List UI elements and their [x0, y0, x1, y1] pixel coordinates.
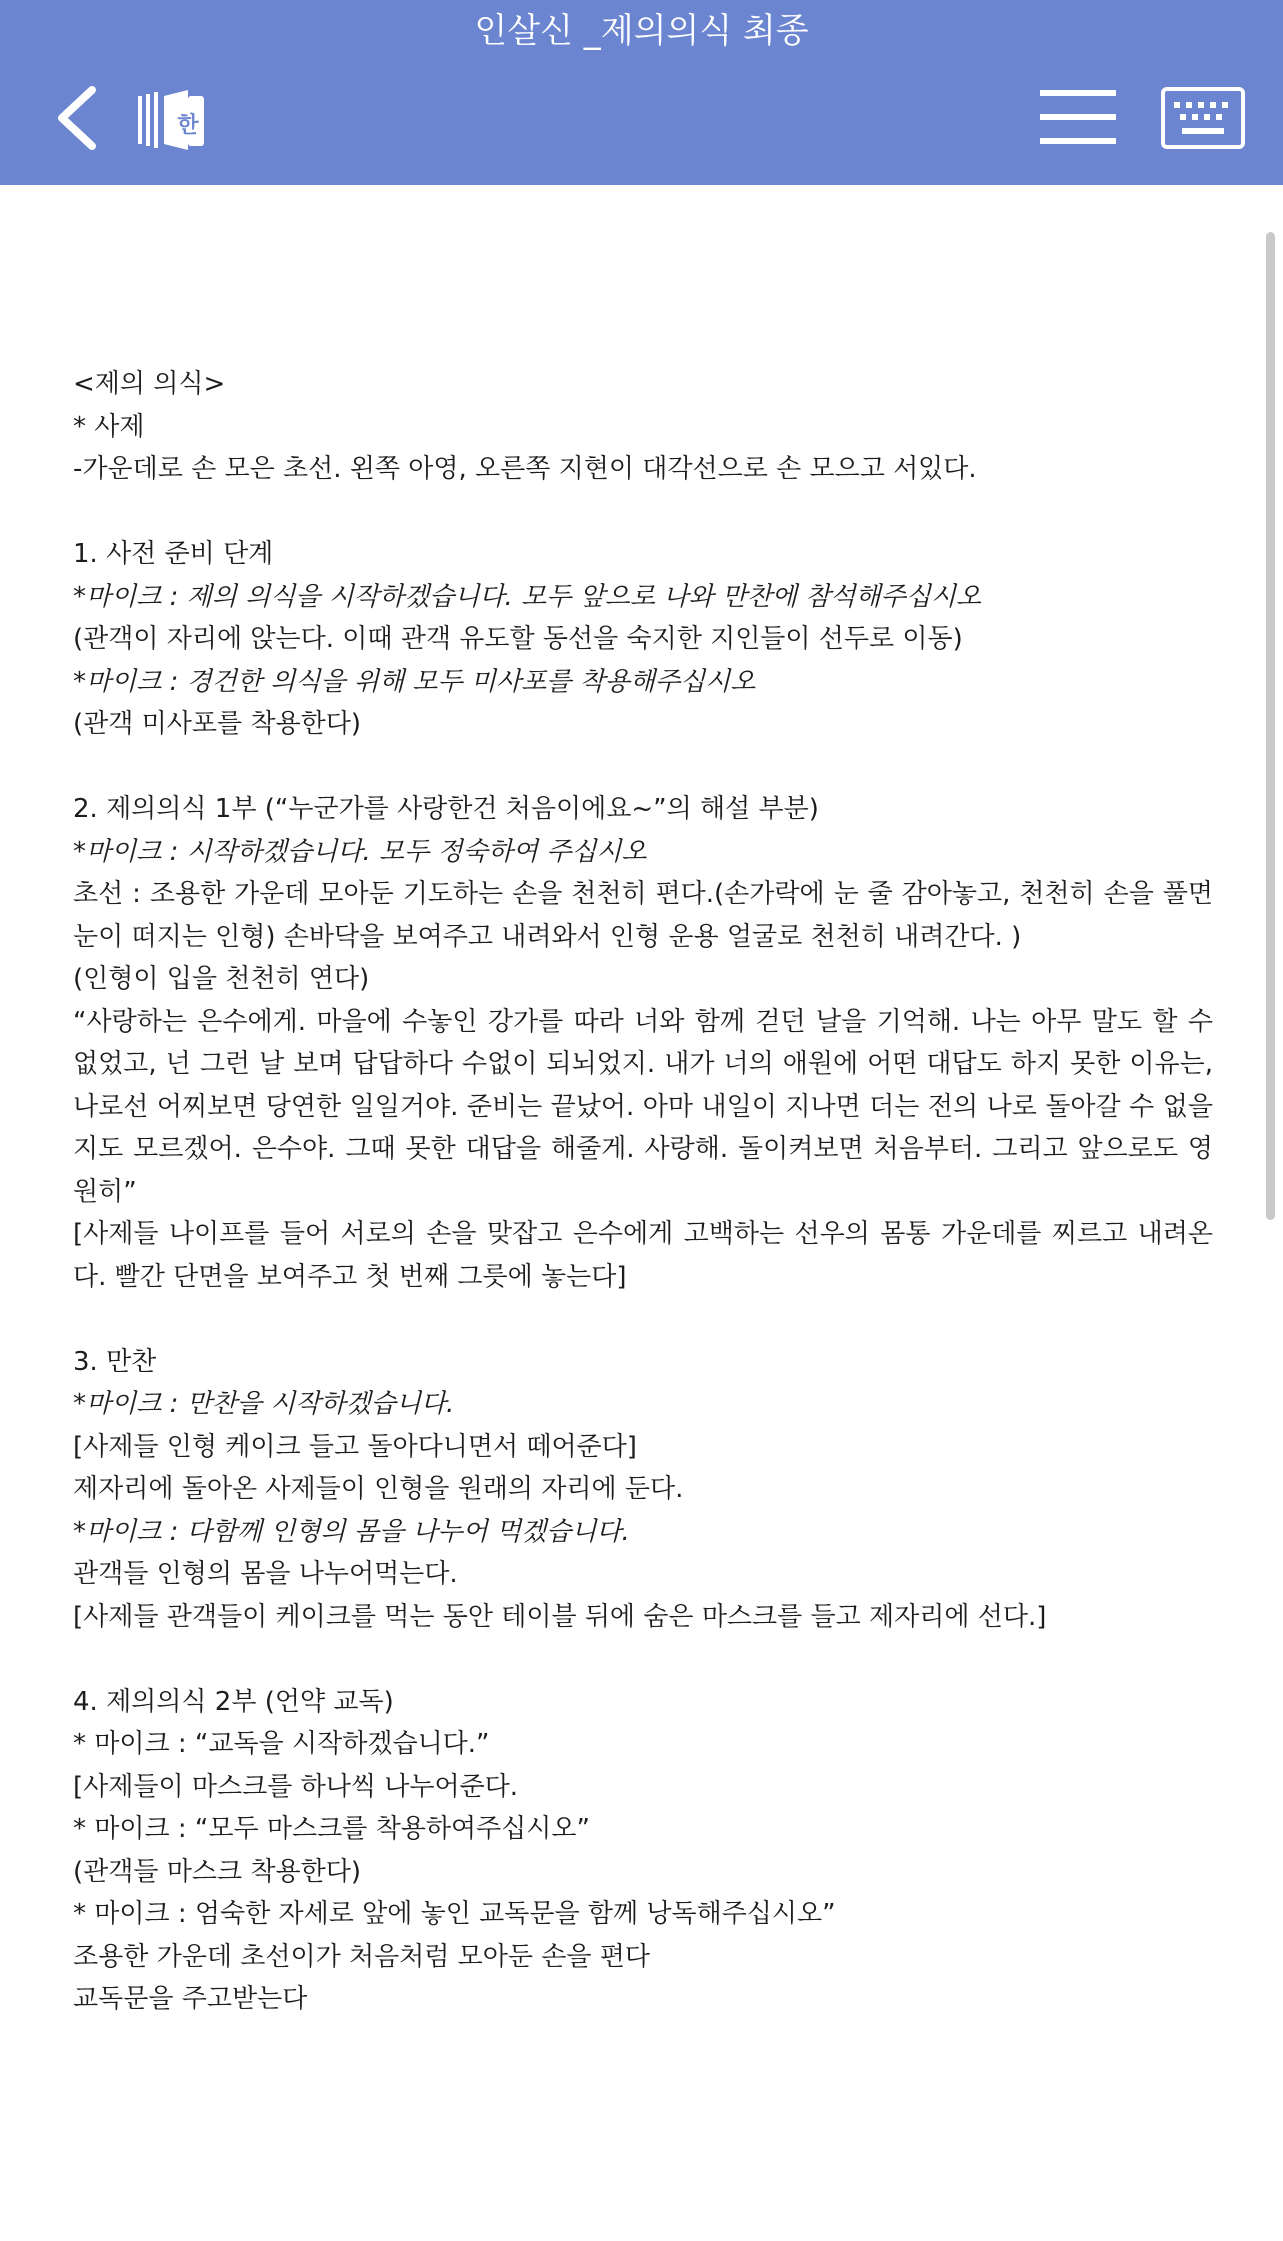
back-button[interactable] [48, 82, 108, 154]
mic-cue-line: *마이크 : 만찬을 시작하겠습니다. [73, 1389, 455, 1419]
text-line: * 마이크 : “모두 마스크를 착용하여주십시오” [73, 1814, 590, 1844]
section-heading: 4. 제의의식 2부 (언약 교독) [73, 1686, 394, 1717]
text-line: (관객 미사포를 착용한다) [73, 709, 361, 739]
text-line: 교독문을 주고받는다 [73, 1984, 308, 2014]
svg-text:한: 한 [177, 113, 199, 138]
document-title: 인살신 _제의의식 최종 [474, 11, 809, 51]
app-header [0, 0, 1283, 185]
blank-line [73, 491, 1213, 534]
blank-line [73, 1638, 1213, 1681]
text-line: * 마이크 : “교독을 시작하겠습니다.” [73, 1729, 490, 1759]
keyboard-button[interactable] [1160, 86, 1246, 150]
text-paragraph: 초선 : 조용한 가운데 모아둔 기도하는 손을 천천히 편다.(손가락에 눈 줄 감아놓고, 천천히 손을 풀면 눈이 떠지는 인형) 손바닥을 보여주고 내려와서 인형 운용 얼굴로 천천히 내려간다. ) [73, 879, 1213, 952]
text-line: -가운데로 손 모은 초선. 왼쪽 아영, 오른쪽 지현이 대각선으로 손 모으고 서있다. [73, 454, 977, 484]
mic-cue-line: *마이크 : 제의 의식을 시작하겠습니다. 모두 앞으로 나와 만찬에 참석해주십시오 [73, 581, 982, 612]
document-body [73, 363, 1213, 2021]
chevron-left-icon [48, 82, 108, 154]
text-line: (관객이 자리에 앉는다. 이때 관객 유도할 동선을 숙지한 지인들이 선두로 이동) [73, 624, 963, 654]
text-paragraph: [사제들 나이프를 들어 서로의 손을 맞잡고 은수에게 고백하는 선우의 몸통 가운데를 찌르고 내려온다. 빨간 단면을 보여주고 첫 번째 그릇에 놓는다] [73, 1219, 1213, 1292]
text-line: [사제들 관객들이 케이크를 먹는 동안 테이블 뒤에 숨은 마스크를 들고 제자리에 선다.] [73, 1601, 1047, 1632]
hamburger-menu-icon [1036, 86, 1120, 148]
vertical-scrollbar[interactable] [1266, 232, 1275, 1220]
document-view-button[interactable] [132, 86, 212, 154]
mic-cue-line: *마이크 : 경건한 의식을 위해 모두 미사포를 착용해주십시오 [73, 666, 756, 697]
text-line: (인형이 입을 천천히 연다) [73, 964, 370, 994]
hangul-document-icon [132, 86, 212, 154]
menu-button[interactable] [1036, 86, 1120, 148]
text-line: 제자리에 돌아온 사제들이 인형을 원래의 자리에 둔다. [73, 1474, 684, 1504]
text-line: 관객들 인형의 몸을 나누어먹는다. [73, 1559, 458, 1589]
section-heading: 1. 사전 준비 단계 [73, 539, 274, 569]
keyboard-icon [1160, 86, 1246, 150]
mic-cue-line: *마이크 : 시작하겠습니다. 모두 정숙하여 주십시오 [73, 836, 647, 867]
text-line: [사제들이 마스크를 하나씩 나누어준다. [73, 1771, 519, 1802]
section-heading: 3. 만찬 [73, 1346, 157, 1377]
text-line: * 사제 [73, 411, 145, 442]
section-heading: 2. 제의의식 1부 (“누군가를 사랑한건 처음이에요~”의 해설 부분) [73, 794, 819, 824]
text-paragraph: “사랑하는 은수에게. 마을에 수놓인 강가를 따라 너와 함께 걷던 날을 기억해. 나는 아무 말도 할 수 없었고, 넌 그런 날 보며 답답하다 수없이 되뇌었지. 내가 너의 애원에 어떤 대답도 하지 못한 이유는, 나로선 어찌보면 당연한 일일거야. 준비는 끝났어. 아마 내일이 지나면 더는 전의 나로 돌아갈 수 없을지도 모르겠어. 은수야. 그때 못한 대답을 해줄게. 사랑해. 돌이켜보면 처음부터. 그리고 앞으로도 영원히” [73, 1006, 1213, 1207]
section-title: <제의 의식> [73, 369, 226, 399]
text-line: (관객들 마스크 착용한다) [73, 1856, 361, 1887]
text-line: * 마이크 : 엄숙한 자세로 앞에 놓인 교독문을 함께 낭독해주십시오” [73, 1899, 836, 1929]
blank-line [73, 746, 1213, 789]
text-line: [사제들 인형 케이크 들고 돌아다니면서 떼어준다] [73, 1431, 637, 1462]
blank-line [73, 1298, 1213, 1341]
mic-cue-line: *마이크 : 다함께 인형의 몸을 나누어 먹겠습니다. [73, 1516, 630, 1547]
text-line: 조용한 가운데 초선이가 처음처럼 모아둔 손을 편다 [73, 1941, 651, 1972]
